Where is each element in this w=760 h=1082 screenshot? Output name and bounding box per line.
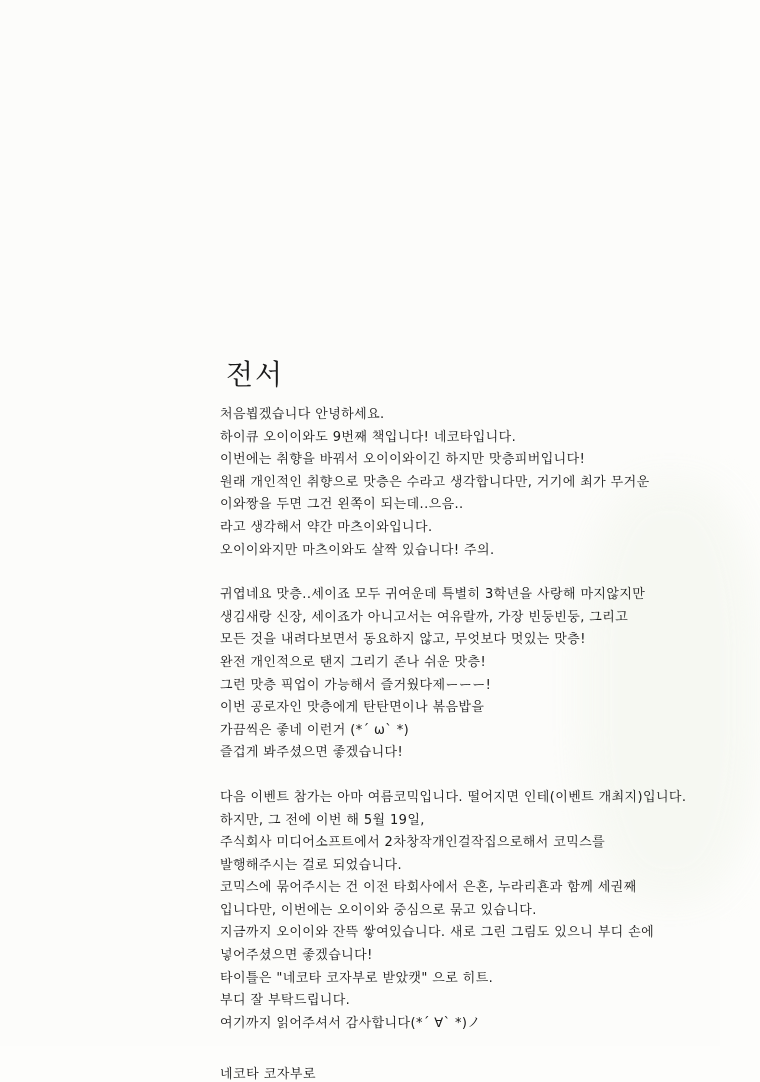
text-line: 이와짱을 두면 그건 왼쪽이 되는데..으음.. <box>220 497 464 513</box>
text-line: 즐겁게 봐주셨으면 좋겠습니다! <box>220 745 404 761</box>
text-line: 생김새랑 신장, 세이죠가 아니고서는 여유랄까, 가장 빈둥빈둥, 그리고 <box>220 609 629 625</box>
text-line: 귀엽네요 맛층..세이죠 모두 귀여운데 특별히 3학년을 사랑해 마지않지만 <box>220 587 646 603</box>
text-line: 이번에는 취향을 바꿔서 오이이와이긴 하지만 맛층피버입니다! <box>220 452 586 468</box>
text-line: 다음 이벤트 참가는 아마 여름코믹입니다. 떨어지면 인테(이벤트 개최지)입니다. <box>220 789 687 805</box>
text-line: 주식회사 미디어소프트에서 2차창작개인걸작집으로해서 코믹스를 <box>220 835 606 851</box>
text-line: 처음뵙겠습니다 안녕하세요. <box>220 407 385 422</box>
paragraph-events <box>220 787 710 1036</box>
author-signature: 네코타 코자부로 <box>220 1067 317 1082</box>
text-line: 여기까지 읽어주셔서 감사합니다(*´ ∀` *)ノ <box>220 1015 481 1031</box>
afterword-memo <box>220 360 710 1082</box>
text-line: 하지만, 그 전에 이번 해 5월 19일, <box>220 812 425 828</box>
memo-title: 전서 <box>226 358 285 391</box>
text-line: 타이틀은 "네코타 코자부로 받았캣" 으로 히트. <box>220 970 494 986</box>
text-line: 입니다만, 이번에는 오이이와 중심으로 묶고 있습니다. <box>220 902 537 918</box>
paragraph-matsun <box>220 584 710 765</box>
text-line: 그런 맛층 픽업이 가능해서 즐거웠다제ーーー! <box>220 677 492 693</box>
text-line: 모든 것을 내려다보면서 동요하지 않고, 무엇보다 멋있는 맛층! <box>220 632 586 648</box>
text-line: 라고 생각해서 약간 마츠이와입니다. <box>220 519 433 535</box>
text-line: 원래 개인적인 취향으로 맛층은 수라고 생각합니다만, 거기에 최가 무거운 <box>220 474 650 490</box>
text-line: 지금까지 오이이와 잔뜩 쌓여있습니다. 새로 그린 그림도 있으니 부디 손에 <box>220 925 655 941</box>
text-line: 하이큐 오이이와도 9번째 책입니다! 네코타입니다. <box>220 429 517 445</box>
paragraph-gap <box>220 562 710 584</box>
text-line: 완전 개인적으로 탠지 그리기 존나 쉬운 맛층! <box>220 654 487 670</box>
text-line: 가끔씩은 좋네 이런거 (*´ ω` *) <box>220 722 410 738</box>
text-line: 넣어주셨으면 좋겠습니다! <box>220 948 373 964</box>
text-line: 발행해주시는 걸로 되었습니다. <box>220 857 403 873</box>
text-line: 부디 잘 부탁드립니다. <box>220 993 351 1009</box>
paragraph-intro <box>220 404 710 562</box>
paragraph-gap <box>220 765 710 787</box>
text-line: 오이이와지만 마츠이와도 살짝 있습니다! 주의. <box>220 542 495 558</box>
text-line: 코믹스에 묶어주시는 건 이전 타회사에서 은혼, 누라리횬과 함께 세권째 <box>220 880 637 896</box>
text-line: 이번 공로자인 맛층에게 탄탄면이나 볶음밥을 <box>220 700 485 716</box>
